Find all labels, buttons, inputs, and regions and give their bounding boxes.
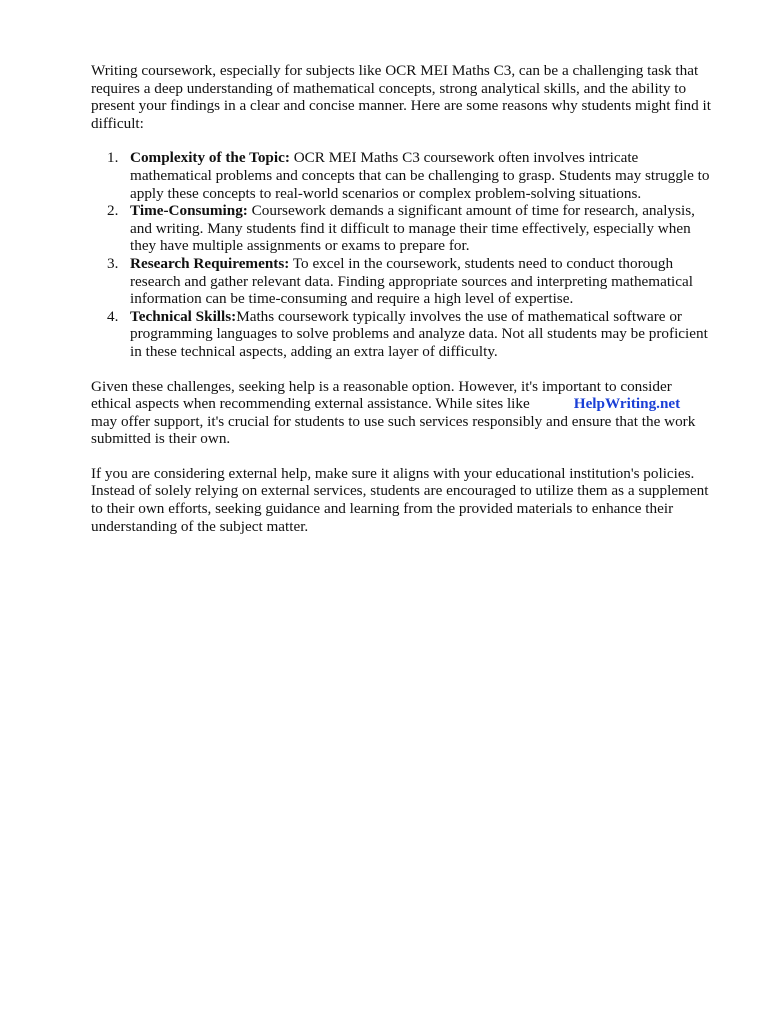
help-text-before: Given these challenges, seeking help is a reasonable option. However, it's important to consider ethical aspects when recommending external assistance. While sites like [91,377,672,413]
list-item-term: Research Requirements: [130,254,290,272]
list-item [107,254,716,308]
list-item-term: Complexity of the Topic: [130,149,290,167]
helpwriting-link[interactable]: HelpWriting.net [573,395,681,413]
document-page [91,62,716,535]
list-item-number: 1. [107,149,119,167]
list-item-text: To excel in the coursework, students need to conduct thorough research and gather relevant data. Finding appropriate sources and interpreting mathematical information can be time-consuming and require a high level of expertise. [130,254,693,308]
list-item-number: 2. [107,202,119,220]
list-item-number: 4. [107,307,119,325]
list-item-number: 3. [107,254,119,272]
intro-paragraph: Writing coursework, especially for subjects like OCR MEI Maths C3, can be a challenging task that requires a deep understanding of mathematical concepts, strong analytical skills, and the ability to present your findings in a clear and concise manner. Here are some reasons why students might find it difficult: [91,62,711,132]
list-item [107,149,716,202]
list-item-term: Time-Consuming: [130,202,248,220]
list-item-text: OCR MEI Maths C3 coursework often involves intricate mathematical problems and concepts that can be challenging to grasp. Students may struggle to apply these concepts to real-world scenarios or complex problem-solving situations. [130,149,710,202]
help-paragraph [91,378,716,448]
list-item [107,307,716,361]
list-item-text: Coursework demands a significant amount of time for research, analysis, and writing. Many students find it difficult to manage their time effectively, especially when they have multiple assignments or exams to prepare for. [130,202,695,255]
list-item [107,202,716,255]
reasons-list [91,149,716,360]
list-item-text: Maths coursework typically involves the use of mathematical software or programming languages to solve problems and analyze data. Not all students may be proficient in these technical aspects, adding an extra layer of difficulty. [130,307,708,360]
list-item-term: Technical Skills: [130,307,237,325]
closing-paragraph: If you are considering external help, make sure it aligns with your educational institution's policies. Instead of solely relying on external services, students are encouraged to utilize them as a supplement to their own efforts, seeking guidance and learning from the provided materials to enhance their understanding of the subject matter. [91,464,709,535]
help-text-after: may offer support, it's crucial for students to use such services responsibly and ensure that the work submitted is their own. [91,412,696,448]
